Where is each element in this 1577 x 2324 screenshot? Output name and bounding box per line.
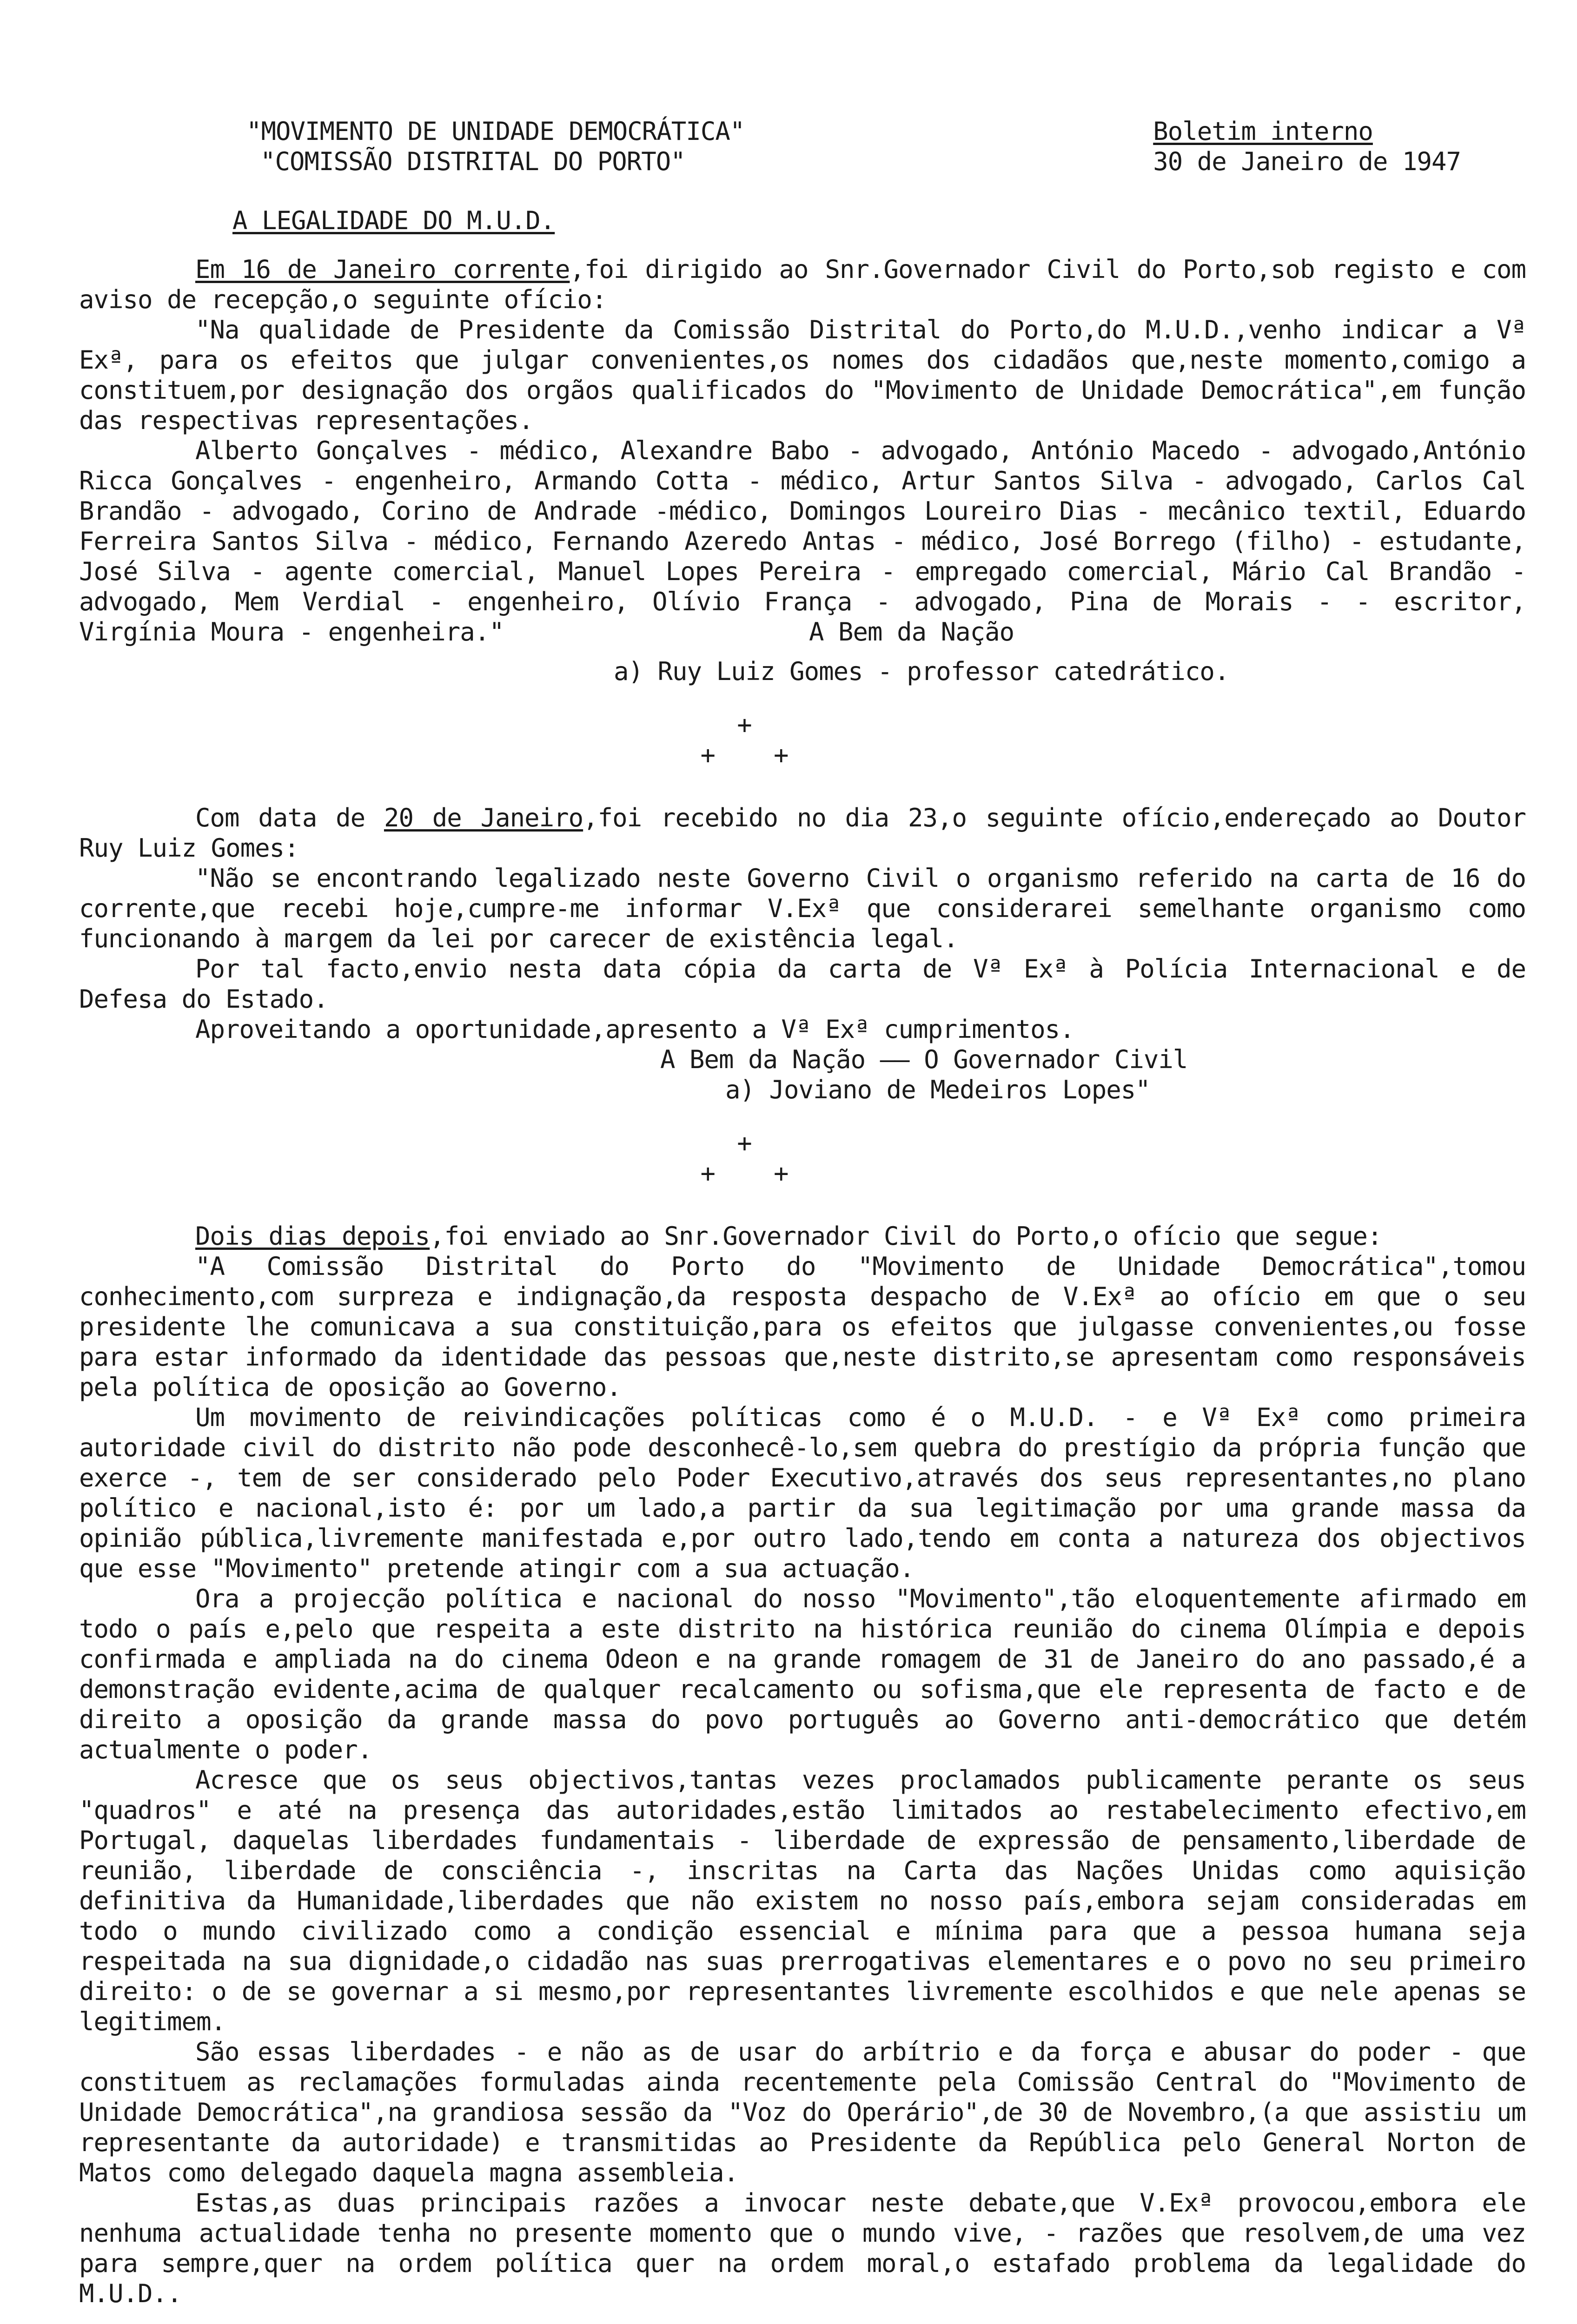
header-meta	[1153, 116, 1526, 177]
header	[79, 116, 1526, 177]
separator-top: +	[737, 710, 752, 739]
document-title: A LEGALIDADE DO M.U.D.	[232, 206, 555, 235]
section3-intro: Dois dias depois,foi enviado ao Snr.Governador Civil do Porto,o ofício que segue:	[195, 1221, 1382, 1251]
separator-bottom: + +	[700, 740, 788, 770]
separator-top-2: +	[737, 1129, 752, 1158]
org-name: "MOVIMENTO DE UNIDADE DEMOCRÁTICA"	[246, 117, 745, 146]
section3-p1: "A Comissão Distrital do Porto do "Movimento de Unidade Democrática",tomou conhecimento,com surpreza e indignação,da resposta despacho de V.Exª ao ofício em que o seu presidente lhe comunicava a sua constituição,para os efeitos que julgasse convenientes,ou fosse para estar informado da identidade das pessoas que,neste distrito,se apresentam como responsáveis pela política de oposição ao Governo.	[79, 1252, 1526, 1402]
section1-intro: Em 16 de Janeiro corrente,foi dirigido ao Snr.Governador Civil do Porto,sob registo e com aviso de recepção,o seguinte ofício:	[79, 255, 1526, 314]
section2-closing: A Bem da Nação —— O Governador Civil	[660, 1045, 1188, 1074]
section2-p1: "Não se encontrando legalizado neste Governo Civil o organismo referido na carta de 16 do corrente,que recebi hoje,cumpre-me informar V.Exª que considerarei semelhante organismo como funcionando à margem da lei por carecer de existência legal.	[79, 864, 1526, 953]
section2-p3: Aproveitando a oportunidade,apresento a Vª Exª cumprimentos.	[195, 1015, 1074, 1044]
section2-intro: Com data de 20 de Janeiro,foi recebido no dia 23,o seguinte ofício,endereçado ao Doutor Ruy Luiz Gomes:	[79, 803, 1526, 863]
section1-signature: a) Ruy Luiz Gomes - professor catedrático.	[614, 657, 1229, 686]
bulletin-label: Boletim interno	[1153, 117, 1373, 146]
section1-letter: "Na qualidade de Presidente da Comissão Distrital do Porto,do M.U.D.,venho indicar a Vª Exª, para os efeitos que julgar convenientes,os nomes dos cidadãos que,neste momento,comigo a constituem,por designação dos orgãos qualificados do "Movimento de Unidade Democrática",em função das respectivas representações.	[79, 315, 1526, 435]
section3-p6: Estas,as duas principais razões a invocar neste debate,que V.Exª provocou,embora ele nenhuma actualidade tenha no presente momento que o mundo vive, - razões que resolvem,de uma vez para sempre,quer na ordem política quer na ordem moral,o estafado problema da legalidade do M.U.D..	[79, 2188, 1526, 2308]
section3-p2: Um movimento de reivindicações políticas como é o M.U.D. - e Vª Exª como primeira autoridade civil do distrito não pode desconhecê-lo,sem quebra do prestígio da própria função que exerce -, tem de ser considerado pelo Poder Executivo,através dos seus representantes,no plano político e nacional,isto é: por um lado,a partir da sua legitimação por uma grande massa da opinião pública,livremente manifestada e,por outro lado,tendo em conta a natureza dos objectivos que esse "Movimento" pretende atingir com a sua actuação.	[79, 1403, 1526, 1583]
section3-p3: Ora a projecção política e nacional do nosso "Movimento",tão eloquentemente afirmado em todo o país e,pelo que respeita a este distrito na histórica reunião do cinema Olímpia e depois confirmada e ampliada na do cinema Odeon e na grande romagem de 31 de Janeiro do ano passado,é a demonstração evidente,acima de qualquer recalcamento ou sofisma,que ele representa de facto e de direito a oposição da grande massa do povo português ao Governo anti-democrático que detém actualmente o poder.	[79, 1584, 1526, 1764]
header-organization	[79, 116, 744, 177]
section1-closing: A Bem da Nação	[809, 617, 1014, 647]
section1-names: Alberto Gonçalves - médico, Alexandre Babo - advogado, António Macedo - advogado,António Ricca Gonçalves - engenheiro, Armando Cotta - médico, Artur Santos Silva - advogado, Carlos Cal Brandão - advogado, Corino de Andrade -médico, Domingos Loureiro Dias - mecânico textil, Eduardo Ferreira Santos Silva - médico, Fernando Azeredo Antas - médico, José Borrego (filho) - estudante, José Silva - agente comercial, Manuel Lopes Pereira - empregado comercial, Mário Cal Brandão - advogado, Mem Verdial - engenheiro, Olívio França - advogado, Pina de Morais - - escritor, Virgínia Moura - engenheira."	[79, 436, 1526, 647]
section3-p4: Acresce que os seus objectivos,tantas vezes proclamados publicamente perante os seus "quadros" e até na presença das autoridades,estão limitados ao restabelecimento efectivo,em Portugal, daquelas liberdades fundamentais - liberdade de expressão de pensamento,liberdade de reunião, liberdade de consciência -, inscritas na Carta das Nações Unidas como aquisição definitiva da Humanidade,liberdades que não existem no nosso país,embora sejam consideradas em todo o mundo civilizado como a condição essencial e mínima para que a pessoa humana seja respeitada na sua dignidade,o cidadão nas suas prerrogativas elementares e o povo no seu primeiro direito: o de se governar a si mesmo,por representantes livremente escolhidos e que nele apenas se legitimem.	[79, 1765, 1526, 2036]
section2-p2: Por tal facto,envio nesta data cópia da carta de Vª Exª à Polícia Internacional e de Defesa do Estado.	[79, 954, 1526, 1014]
section2-signature: a) Joviano de Medeiros Lopes"	[725, 1075, 1150, 1104]
commission-name: "COMISSÃO DISTRITAL DO PORTO"	[260, 147, 685, 176]
separator-bottom-2: + +	[700, 1159, 788, 1188]
section3-p5: São essas liberdades - e não as de usar do arbítrio e da força e abusar do poder - que constituem as reclamações formuladas ainda recentemente pela Comissão Central do "Movimento de Unidade Democrática",na grandiosa sessão da "Voz do Operário",de 30 de Novembro,(a que assistiu um representante da autoridade) e transmitidas ao Presidente da República pelo General Norton de Matos como delegado daquela magna assembleia.	[79, 2037, 1526, 2187]
document-date: 30 de Janeiro de 1947	[1153, 147, 1461, 176]
